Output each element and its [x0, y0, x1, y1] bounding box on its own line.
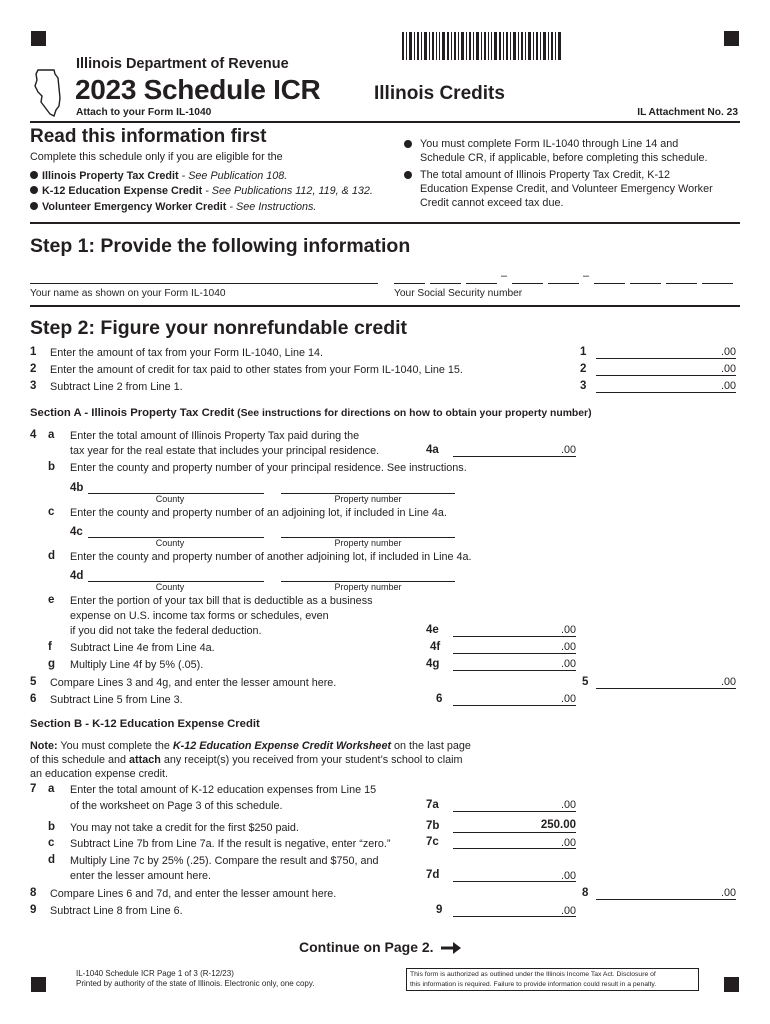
line-4a-letter: a: [48, 429, 55, 441]
line-5-label: 5: [582, 676, 589, 688]
line-3-amount[interactable]: [596, 392, 736, 393]
right-bullet-2: The total amount of Illinois Property Tax Credit, K-12 Education Expense Credit, and Volunteer Emergency Worker Credit cannot exceed tax due.: [404, 168, 713, 210]
line-4f-amount[interactable]: [453, 653, 576, 654]
line-4e-text-3: if you did not take the federal deduction.: [70, 625, 262, 637]
line-7c-text: Subtract Line 7b from Line 7a. If the result is negative, enter “zero.”: [70, 838, 391, 850]
line-4g-text: Multiply Line 4f by 5% (.05).: [70, 659, 204, 671]
form-title: 2023 Schedule ICR: [75, 74, 321, 105]
registration-mark-bottom-left: [31, 977, 46, 992]
line-7d-text-1: Multiply Line 7c by 25% (.25). Compare the result and $750, and: [70, 855, 379, 867]
line-9-cents: .00: [560, 905, 576, 917]
attach-instruction: Attach to your Form IL-1040: [76, 107, 212, 118]
line-4c-county-label: County: [155, 538, 185, 548]
line-7a-text-2: of the worksheet on Page 3 of this schedule.: [70, 800, 283, 812]
bullet-volunteer: Volunteer Emergency Worker Credit - See Instructions.: [30, 201, 316, 213]
attachment-number: IL Attachment No. 23: [637, 107, 738, 118]
line-4f-cents: .00: [560, 641, 576, 653]
form-footer-id: IL-1040 Schedule ICR Page 1 of 3 (R-12/23) Printed by authority of the state of Illinois. Electronic only, one copy.: [76, 969, 315, 988]
line-7b-label: 7b: [426, 820, 440, 832]
line-7d-label: 7d: [426, 869, 440, 881]
line-7a-label: 7a: [426, 799, 439, 811]
line-7a-letter: a: [48, 783, 55, 795]
line-4c-letter: c: [48, 506, 55, 518]
section-a-heading: Section A - Illinois Property Tax Credit (See instructions for directions on how to obtain your property number): [30, 407, 592, 419]
continue-note: Continue on Page 2.: [299, 939, 461, 955]
line-6-number: 6: [30, 693, 37, 705]
bullet-property-tax: Illinois Property Tax Credit - See Publication 108.: [30, 170, 287, 182]
line-7b-value: 250.00: [540, 819, 576, 831]
line-7d-cents: .00: [560, 870, 576, 882]
line-6-label: 6: [436, 693, 443, 705]
line-4f-letter: f: [48, 641, 52, 653]
line-4a-text-1: Enter the total amount of Illinois Property Tax paid during the: [70, 430, 360, 442]
line-7c-letter: c: [48, 837, 55, 849]
line-4c-label: 4c: [70, 526, 83, 538]
line-7d-letter: d: [48, 854, 56, 866]
line-4c-property-label: Property number: [334, 538, 402, 548]
line-7c-label: 7c: [426, 836, 439, 848]
line-4a-label: 4a: [426, 444, 439, 456]
line-2-amount[interactable]: [596, 375, 736, 376]
line-4f-label: 4f: [430, 641, 441, 653]
line-7b-text: You may not take a credit for the first $250 paid.: [70, 822, 299, 834]
line-7a-cents: .00: [560, 799, 576, 811]
illinois-state-icon: [32, 68, 66, 118]
line-7a-amount[interactable]: [453, 811, 576, 812]
line-4d-label: 4d: [70, 570, 84, 582]
section-b-note-3: an education expense credit.: [30, 768, 169, 780]
line-5-cents: .00: [720, 676, 736, 688]
line-6-amount[interactable]: [453, 705, 576, 706]
registration-mark-bottom-right: [724, 977, 739, 992]
form-subtitle: Illinois Credits: [374, 83, 505, 104]
line-4g-cents: .00: [560, 658, 576, 670]
line-4e-label: 4e: [426, 624, 439, 636]
line-4e-text-1: Enter the portion of your tax bill that is deductible as a business: [70, 595, 373, 607]
name-label: Your name as shown on your Form IL-1040: [30, 288, 226, 299]
line-4a-cents: .00: [560, 444, 576, 456]
line-7-number: 7: [30, 783, 37, 795]
line-8-text: Compare Lines 6 and 7d, and enter the lesser amount here.: [50, 888, 337, 900]
line-4e-text-2: expense on U.S. income tax forms or schedules, even: [70, 610, 329, 622]
right-bullet-1: You must complete Form IL-1040 through Line 14 and Schedule CR, if applicable, before completing this schedule.: [404, 137, 707, 165]
line-7b-letter: b: [48, 821, 56, 833]
line-4b-county-label: County: [155, 494, 185, 504]
line-9-label: 9: [436, 904, 443, 916]
section-b-heading: Section B - K-12 Education Expense Credit: [30, 718, 260, 730]
step1-heading: Step 1: Provide the following information: [30, 235, 411, 257]
ssn-label: Your Social Security number: [394, 288, 523, 299]
line-8-cents: .00: [720, 887, 736, 899]
line-5-number: 5: [30, 676, 37, 688]
line-4b-text: Enter the county and property number of your principal residence. See instructions.: [70, 462, 467, 474]
arrow-right-icon: [441, 942, 461, 954]
line-4b-letter: b: [48, 461, 56, 473]
line-7d-text-2: enter the lesser amount here.: [70, 870, 212, 882]
line-1-amount[interactable]: [596, 358, 736, 359]
line-4-number: 4: [30, 429, 37, 441]
line-4d-property-label: Property number: [334, 582, 402, 592]
line-8-amount[interactable]: [596, 899, 736, 900]
line-4e-cents: .00: [560, 624, 576, 636]
line-8-label: 8: [582, 887, 589, 899]
name-field[interactable]: [30, 283, 378, 284]
line-6-text: Subtract Line 5 from Line 3.: [50, 694, 183, 706]
line-4f-text: Subtract Line 4e from Line 4a.: [70, 642, 215, 654]
section-b-note-2: of this schedule and attach any receipt(s) you received from your student’s school to claim: [30, 754, 463, 766]
line-4e-letter: e: [48, 594, 55, 606]
line-4a-amount[interactable]: [453, 456, 576, 457]
department-name: Illinois Department of Revenue: [76, 56, 289, 72]
line-4a-text-2: tax year for the real estate that includes your principal residence.: [70, 445, 380, 457]
registration-mark-top-left: [31, 31, 46, 46]
registration-mark-top-right: [724, 31, 739, 46]
step2-divider: [30, 305, 740, 307]
section-b-note-1: Note: You must complete the K-12 Education Expense Credit Worksheet on the last page: [30, 740, 471, 752]
line-4d-text: Enter the county and property number of another adjoining lot, if included in Line 4a.: [70, 551, 472, 563]
line-9-number: 9: [30, 904, 37, 916]
step1-divider: [30, 222, 740, 224]
line-4g-label: 4g: [426, 658, 440, 670]
line-4b-label: 4b: [70, 482, 84, 494]
header-divider: [30, 121, 740, 123]
line-6-cents: .00: [560, 693, 576, 705]
read-first-heading: Read this information first: [30, 126, 267, 147]
line-7c-cents: .00: [560, 837, 576, 849]
line-4c-text: Enter the county and property number of an adjoining lot, if included in Line 4a.: [70, 507, 447, 519]
read-first-intro: Complete this schedule only if you are eligible for the: [30, 151, 283, 163]
line-4b-property-label: Property number: [334, 494, 402, 504]
line-4d-letter: d: [48, 550, 56, 562]
line-5-amount[interactable]: [596, 688, 736, 689]
line-4g-amount[interactable]: [453, 670, 576, 671]
authority-notice: This form is authorized as outlined under the Illinois Income Tax Act. Disclosure of this information is required. Failure to provide information could result in a penalty.: [406, 968, 699, 991]
line-4d-county-label: County: [155, 582, 185, 592]
line-7a-text-1: Enter the total amount of K-12 education expenses from Line 15: [70, 784, 377, 796]
line-4g-letter: g: [48, 658, 56, 670]
line-8-number: 8: [30, 887, 37, 899]
line-9-text: Subtract Line 8 from Line 6.: [50, 905, 183, 917]
barcode-image: [402, 32, 562, 60]
line-7b-amount: [453, 832, 576, 833]
line-5-text: Compare Lines 3 and 4g, and enter the lesser amount here.: [50, 677, 337, 689]
bullet-k12: K-12 Education Expense Credit - See Publications 112, 119, & 132.: [30, 185, 373, 197]
step2-heading: Step 2: Figure your nonrefundable credit: [30, 317, 408, 339]
line-4e-amount[interactable]: [453, 636, 576, 637]
